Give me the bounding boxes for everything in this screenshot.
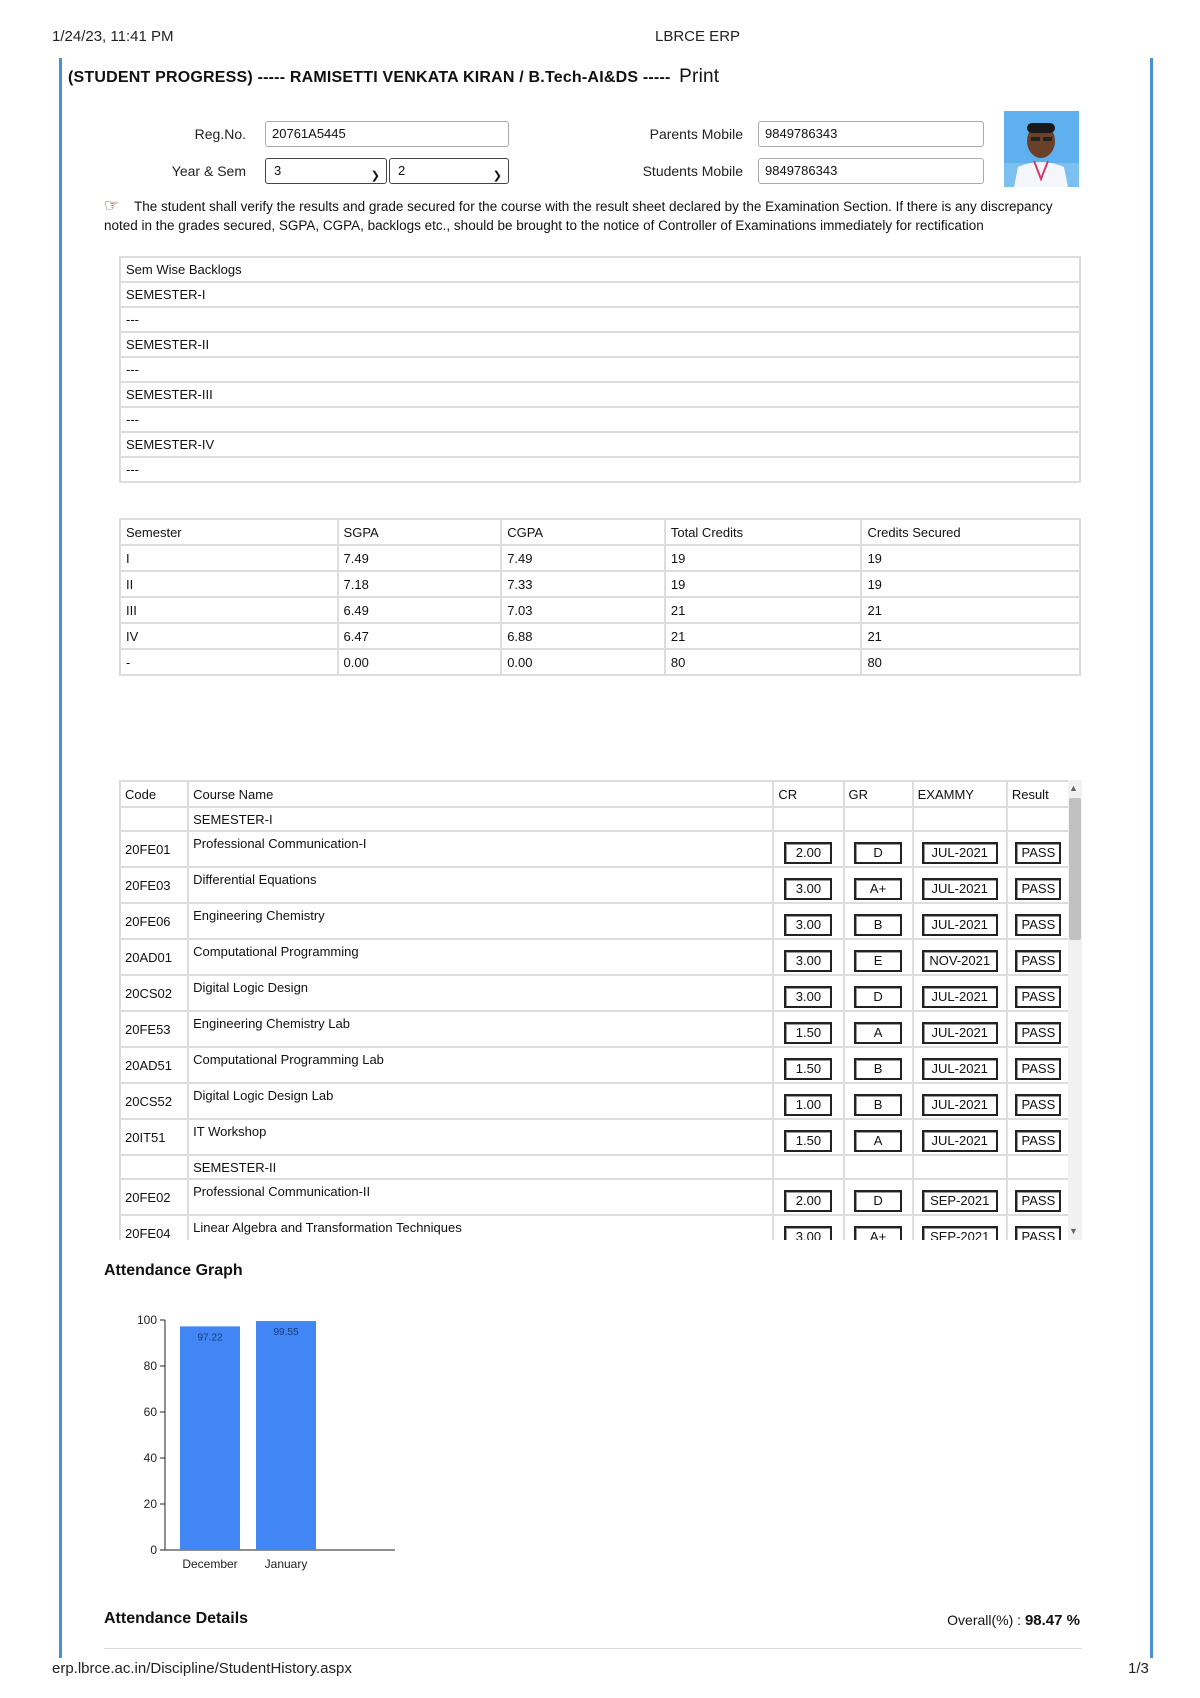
table-cell bbox=[1007, 807, 1070, 831]
credit-cell bbox=[773, 903, 843, 939]
grade-box: B bbox=[854, 1094, 902, 1116]
result-cell bbox=[1007, 867, 1070, 903]
grade-box: D bbox=[854, 1190, 902, 1212]
credit-box: 1.50 bbox=[784, 1058, 832, 1080]
table-cell: 80 bbox=[861, 649, 1080, 675]
result-box: PASS bbox=[1015, 1130, 1061, 1152]
backlog-cell: SEMESTER-II bbox=[120, 332, 1080, 357]
course-name: Computational Programming bbox=[188, 939, 773, 975]
exam-cell bbox=[913, 1083, 1007, 1119]
divider bbox=[104, 1648, 1082, 1649]
column-header: Code bbox=[120, 781, 188, 807]
students-mobile-input[interactable]: 9849786343 bbox=[758, 158, 984, 184]
grade-cell bbox=[844, 939, 913, 975]
result-box: PASS bbox=[1015, 986, 1061, 1008]
gpa-table bbox=[119, 518, 1081, 676]
semester-section-label: SEMESTER-II bbox=[188, 1155, 773, 1179]
table-cell: 6.88 bbox=[501, 623, 665, 649]
table-cell: 19 bbox=[861, 545, 1080, 571]
table-cell bbox=[844, 807, 913, 831]
table-cell: 80 bbox=[665, 649, 862, 675]
result-box: PASS bbox=[1015, 878, 1061, 900]
grade-cell bbox=[844, 1047, 913, 1083]
attendance-graph-title: Attendance Graph bbox=[104, 1262, 243, 1279]
bar-data-label: 97.22 bbox=[197, 1332, 223, 1344]
grade-cell bbox=[844, 1119, 913, 1155]
table-cell: 6.47 bbox=[338, 623, 502, 649]
result-box: PASS bbox=[1015, 1022, 1061, 1044]
result-cell bbox=[1007, 975, 1070, 1011]
grade-box: A+ bbox=[854, 878, 902, 900]
result-cell bbox=[1007, 1119, 1070, 1155]
course-row bbox=[120, 1083, 1070, 1119]
course-name: Professional Communication-I bbox=[188, 831, 773, 867]
exam-cell bbox=[913, 939, 1007, 975]
table-row bbox=[120, 457, 1080, 482]
credit-cell bbox=[773, 1011, 843, 1047]
course-name: Digital Logic Design bbox=[188, 975, 773, 1011]
credit-cell bbox=[773, 1119, 843, 1155]
credit-cell bbox=[773, 1083, 843, 1119]
course-row bbox=[120, 1215, 1070, 1240]
column-header: SGPA bbox=[338, 519, 502, 545]
grade-cell bbox=[844, 867, 913, 903]
exam-cell bbox=[913, 1011, 1007, 1047]
y-tick-label: 100 bbox=[136, 1313, 157, 1327]
page-url: erp.lbrce.ac.in/Discipline/StudentHistory.aspx bbox=[52, 1660, 352, 1677]
exam-month-box: JUL-2021 bbox=[922, 878, 998, 900]
grade-cell bbox=[844, 1179, 913, 1215]
right-border bbox=[1150, 58, 1153, 1658]
column-header: Semester bbox=[120, 519, 338, 545]
credit-box: 1.50 bbox=[784, 1130, 832, 1152]
y-tick-label: 80 bbox=[143, 1359, 157, 1373]
course-code: 20FE02 bbox=[120, 1179, 188, 1215]
column-header: CR bbox=[773, 781, 843, 807]
exam-month-box: JUL-2021 bbox=[922, 842, 998, 864]
column-header: Course Name bbox=[188, 781, 773, 807]
course-row bbox=[120, 1047, 1070, 1083]
course-row bbox=[120, 831, 1070, 867]
result-box: PASS bbox=[1015, 1190, 1061, 1212]
table-cell bbox=[773, 807, 843, 831]
course-row bbox=[120, 1011, 1070, 1047]
student-progress-title bbox=[68, 66, 719, 88]
credit-box: 3.00 bbox=[784, 950, 832, 972]
table-cell: IV bbox=[120, 623, 338, 649]
exam-month-box: JUL-2021 bbox=[922, 986, 998, 1008]
credit-box: 3.00 bbox=[784, 878, 832, 900]
overall-label: Overall(%) : bbox=[947, 1612, 1022, 1628]
backlog-cell: --- bbox=[120, 357, 1080, 382]
year-sem-label: Year & Sem bbox=[171, 163, 246, 179]
backlog-cell: --- bbox=[120, 307, 1080, 332]
exam-cell bbox=[913, 867, 1007, 903]
reg-no-label: Reg.No. bbox=[194, 126, 246, 142]
table-cell: 19 bbox=[665, 571, 862, 597]
pointing-hand-icon: ☞ bbox=[104, 196, 120, 215]
grade-box: A bbox=[854, 1130, 902, 1152]
attendance-details-title: Attendance Details bbox=[104, 1610, 249, 1627]
credit-box: 2.00 bbox=[784, 842, 832, 864]
table-cell bbox=[913, 1155, 1007, 1179]
result-cell bbox=[1007, 831, 1070, 867]
credit-cell bbox=[773, 1047, 843, 1083]
table-row bbox=[120, 623, 1080, 649]
credit-cell bbox=[773, 1179, 843, 1215]
print-timestamp: 1/24/23, 11:41 PM bbox=[52, 28, 174, 45]
table-row bbox=[120, 597, 1080, 623]
backlog-cell: --- bbox=[120, 407, 1080, 432]
credit-cell bbox=[773, 939, 843, 975]
course-row bbox=[120, 903, 1070, 939]
exam-cell bbox=[913, 831, 1007, 867]
exam-cell bbox=[913, 1215, 1007, 1240]
credit-cell bbox=[773, 975, 843, 1011]
semester-section-row bbox=[120, 807, 1070, 831]
credit-cell bbox=[773, 1215, 843, 1240]
attendance-bar bbox=[180, 1326, 240, 1550]
sem-select[interactable] bbox=[389, 158, 509, 184]
backlogs-table bbox=[119, 256, 1081, 483]
left-border bbox=[59, 58, 62, 1658]
exam-cell bbox=[913, 1179, 1007, 1215]
scrollbar-thumb[interactable] bbox=[1069, 798, 1081, 940]
table-cell bbox=[120, 1155, 188, 1179]
exam-month-box: JUL-2021 bbox=[922, 1094, 998, 1116]
course-code: 20CS02 bbox=[120, 975, 188, 1011]
table-row bbox=[120, 357, 1080, 382]
table-header-row bbox=[120, 519, 1080, 545]
grade-cell bbox=[844, 831, 913, 867]
grade-cell bbox=[844, 1215, 913, 1240]
result-cell bbox=[1007, 1047, 1070, 1083]
table-cell: 7.33 bbox=[501, 571, 665, 597]
result-box: PASS bbox=[1015, 950, 1061, 972]
column-header: Result bbox=[1007, 781, 1070, 807]
grade-box: B bbox=[854, 914, 902, 936]
x-tick-label: December bbox=[182, 1557, 238, 1571]
course-name: Professional Communication-II bbox=[188, 1179, 773, 1215]
credit-cell bbox=[773, 867, 843, 903]
scroll-up-icon[interactable]: ▲ bbox=[1069, 783, 1078, 793]
student-photo bbox=[1004, 111, 1079, 187]
column-header: GR bbox=[844, 781, 913, 807]
exam-month-box: JUL-2021 bbox=[922, 1058, 998, 1080]
table-row bbox=[120, 407, 1080, 432]
backlog-cell: SEMESTER-IV bbox=[120, 432, 1080, 457]
backlog-cell: SEMESTER-III bbox=[120, 382, 1080, 407]
semester-section-row bbox=[120, 1155, 1070, 1179]
y-tick-label: 40 bbox=[143, 1451, 157, 1465]
exam-month-box: SEP-2021 bbox=[922, 1190, 998, 1212]
course-row bbox=[120, 975, 1070, 1011]
page-number: 1/3 bbox=[1128, 1660, 1149, 1677]
table-cell bbox=[913, 807, 1007, 831]
table-cell: 19 bbox=[861, 571, 1080, 597]
table-cell: 7.18 bbox=[338, 571, 502, 597]
backlog-cell: --- bbox=[120, 457, 1080, 482]
exam-month-box: JUL-2021 bbox=[922, 1130, 998, 1152]
result-cell bbox=[1007, 939, 1070, 975]
attendance-bar bbox=[256, 1321, 316, 1550]
overall-attendance bbox=[900, 1612, 1080, 1629]
course-name: Computational Programming Lab bbox=[188, 1047, 773, 1083]
table-cell: 6.49 bbox=[338, 597, 502, 623]
y-tick-label: 60 bbox=[143, 1405, 157, 1419]
grade-box: E bbox=[854, 950, 902, 972]
result-box: PASS bbox=[1015, 842, 1061, 864]
course-code: 20FE53 bbox=[120, 1011, 188, 1047]
table-cell: 7.03 bbox=[501, 597, 665, 623]
credit-box: 3.00 bbox=[784, 986, 832, 1008]
exam-month-box: JUL-2021 bbox=[922, 914, 998, 936]
column-header: CGPA bbox=[501, 519, 665, 545]
grade-cell bbox=[844, 975, 913, 1011]
table-cell: 21 bbox=[665, 623, 862, 649]
semester-section-label: SEMESTER-I bbox=[188, 807, 773, 831]
exam-cell bbox=[913, 975, 1007, 1011]
courses-scroll-area[interactable] bbox=[119, 780, 1085, 1240]
result-box: PASS bbox=[1015, 1226, 1061, 1240]
table-row bbox=[120, 545, 1080, 571]
table-cell bbox=[773, 1155, 843, 1179]
column-header: Total Credits bbox=[665, 519, 862, 545]
title-text: (STUDENT PROGRESS) ----- RAMISETTI VENKATA KIRAN / B.Tech-AI&DS ----- bbox=[68, 69, 671, 86]
grade-cell bbox=[844, 903, 913, 939]
chevron-down-icon: ❯ bbox=[492, 170, 502, 182]
table-row bbox=[120, 307, 1080, 332]
exam-cell bbox=[913, 903, 1007, 939]
table-row bbox=[120, 257, 1080, 282]
exam-month-box: SEP-2021 bbox=[922, 1226, 998, 1240]
year-select-value: 3 bbox=[274, 163, 282, 178]
chevron-down-icon: ❯ bbox=[370, 170, 380, 182]
table-cell: - bbox=[120, 649, 338, 675]
table-cell: 19 bbox=[665, 545, 862, 571]
table-cell: II bbox=[120, 571, 338, 597]
grade-cell bbox=[844, 1011, 913, 1047]
table-cell: 0.00 bbox=[338, 649, 502, 675]
result-cell bbox=[1007, 1179, 1070, 1215]
course-code: 20FE04 bbox=[120, 1215, 188, 1240]
table-cell: 7.49 bbox=[501, 545, 665, 571]
table-cell bbox=[120, 807, 188, 831]
course-name: IT Workshop bbox=[188, 1119, 773, 1155]
credit-box: 2.00 bbox=[784, 1190, 832, 1212]
course-code: 20FE03 bbox=[120, 867, 188, 903]
credit-box: 1.50 bbox=[784, 1022, 832, 1044]
course-name: Engineering Chemistry Lab bbox=[188, 1011, 773, 1047]
table-row bbox=[120, 571, 1080, 597]
course-name: Linear Algebra and Transformation Techniques bbox=[188, 1215, 773, 1240]
courses-table bbox=[119, 780, 1071, 1240]
y-tick-label: 0 bbox=[150, 1543, 157, 1557]
table-cell bbox=[1007, 1155, 1070, 1179]
table-row bbox=[120, 282, 1080, 307]
result-cell bbox=[1007, 1215, 1070, 1240]
bar-data-label: 99.55 bbox=[273, 1327, 299, 1339]
table-cell: 21 bbox=[861, 623, 1080, 649]
course-row bbox=[120, 867, 1070, 903]
exam-month-box: NOV-2021 bbox=[922, 950, 998, 972]
course-name: Digital Logic Design Lab bbox=[188, 1083, 773, 1119]
attendance-chart bbox=[120, 1285, 440, 1585]
grade-box: A bbox=[854, 1022, 902, 1044]
table-row bbox=[120, 332, 1080, 357]
backlog-cell: SEMESTER-I bbox=[120, 282, 1080, 307]
students-mobile-label: Students Mobile bbox=[642, 163, 743, 179]
backlogs-header: Sem Wise Backlogs bbox=[120, 257, 1080, 282]
column-header: EXAMMY bbox=[913, 781, 1007, 807]
exam-cell bbox=[913, 1047, 1007, 1083]
table-row bbox=[120, 432, 1080, 457]
grade-box: B bbox=[854, 1058, 902, 1080]
table-cell: 0.00 bbox=[501, 649, 665, 675]
course-code: 20FE06 bbox=[120, 903, 188, 939]
grade-box: D bbox=[854, 986, 902, 1008]
table-cell: 21 bbox=[665, 597, 862, 623]
course-name: Differential Equations bbox=[188, 867, 773, 903]
result-box: PASS bbox=[1015, 914, 1061, 936]
table-row bbox=[120, 649, 1080, 675]
course-code: 20AD51 bbox=[120, 1047, 188, 1083]
grade-cell bbox=[844, 1083, 913, 1119]
table-cell bbox=[844, 1155, 913, 1179]
course-code: 20CS52 bbox=[120, 1083, 188, 1119]
credit-box: 1.00 bbox=[784, 1094, 832, 1116]
exam-month-box: JUL-2021 bbox=[922, 1022, 998, 1044]
result-cell bbox=[1007, 1011, 1070, 1047]
reg-no-input[interactable]: 20761A5445 bbox=[265, 121, 509, 147]
parents-mobile-input[interactable]: 9849786343 bbox=[758, 121, 984, 147]
table-cell: III bbox=[120, 597, 338, 623]
result-box: PASS bbox=[1015, 1058, 1061, 1080]
exam-cell bbox=[913, 1119, 1007, 1155]
year-select[interactable] bbox=[265, 158, 387, 184]
parents-mobile-label: Parents Mobile bbox=[649, 126, 743, 142]
print-link[interactable]: Print bbox=[679, 66, 720, 87]
result-box: PASS bbox=[1015, 1094, 1061, 1116]
column-header: Credits Secured bbox=[861, 519, 1080, 545]
course-name: Engineering Chemistry bbox=[188, 903, 773, 939]
verification-notice bbox=[104, 196, 1054, 235]
result-cell bbox=[1007, 1083, 1070, 1119]
credit-box: 3.00 bbox=[784, 914, 832, 936]
course-code: 20FE01 bbox=[120, 831, 188, 867]
table-header-row bbox=[120, 781, 1070, 807]
scroll-down-icon[interactable]: ▼ bbox=[1069, 1226, 1078, 1236]
table-cell: 7.49 bbox=[338, 545, 502, 571]
course-row bbox=[120, 1179, 1070, 1215]
course-code: 20AD01 bbox=[120, 939, 188, 975]
grade-box: D bbox=[854, 842, 902, 864]
table-cell: 21 bbox=[861, 597, 1080, 623]
course-row bbox=[120, 1119, 1070, 1155]
table-row bbox=[120, 382, 1080, 407]
x-tick-label: January bbox=[264, 1557, 308, 1571]
y-tick-label: 20 bbox=[143, 1497, 157, 1511]
course-row bbox=[120, 939, 1070, 975]
credit-box: 3.00 bbox=[784, 1226, 832, 1240]
grade-box: A+ bbox=[854, 1226, 902, 1240]
course-code: 20IT51 bbox=[120, 1119, 188, 1155]
credit-cell bbox=[773, 831, 843, 867]
notice-text: The student shall verify the results and grade secured for the course with the result sheet declared by the Examination Section. If there is any discrepancy noted in the grades secured, SGPA, CGPA, backlogs etc., should be brought to the notice of Controller of Examinations immediately for rectification bbox=[104, 199, 1053, 233]
result-cell bbox=[1007, 903, 1070, 939]
sem-select-value: 2 bbox=[398, 163, 406, 178]
page-title: LBRCE ERP bbox=[655, 28, 741, 45]
table-cell: I bbox=[120, 545, 338, 571]
overall-value: 98.47 % bbox=[1024, 1612, 1080, 1629]
